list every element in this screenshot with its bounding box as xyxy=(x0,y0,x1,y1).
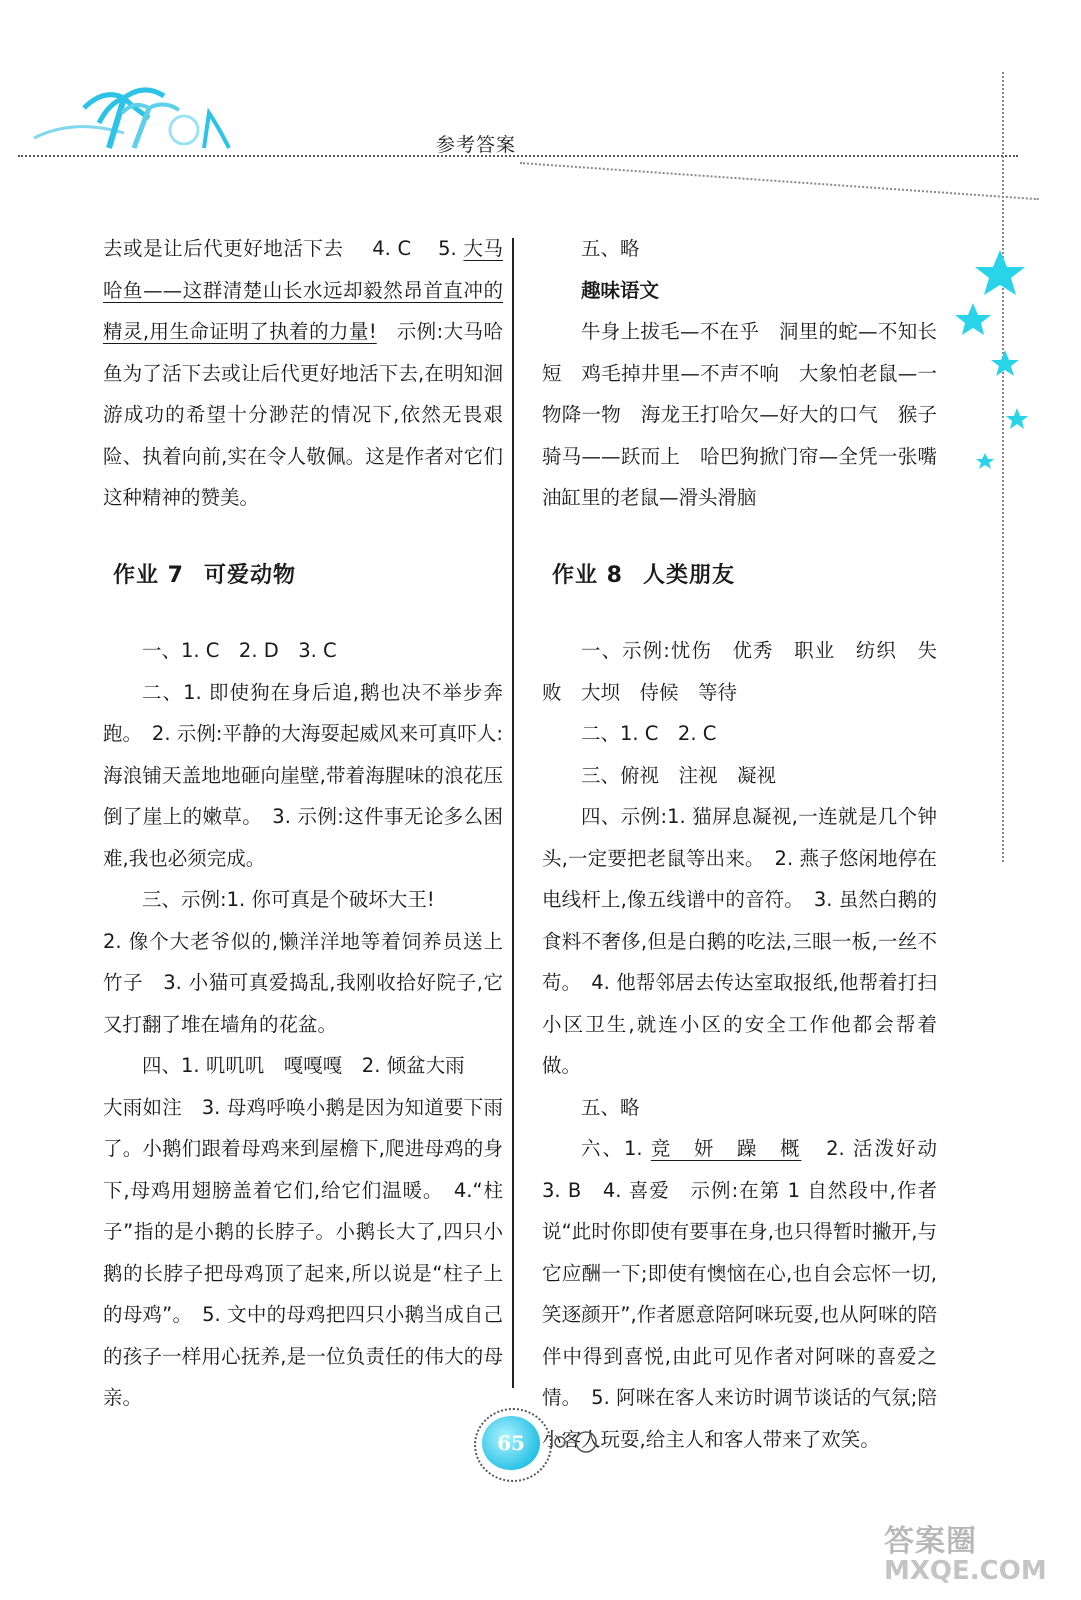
left-q3b: 2. 像个大老爷似的,懒洋洋地等着饲养员送上竹子 3. 小猫可真爱捣乱,我刚收拾好院子,它又打翻了堆在墙角的花盆。 xyxy=(103,929,503,1036)
left-p1e: 示例:大马哈鱼为了活下去或让后代更好地活下去,在明知洄游成功的希望十分渺茫的情况下,依然无畏艰险、执着向前,实在令人敬佩。这是作者对它们这种精神的赞美。 xyxy=(103,320,503,509)
left-q4b: 大雨如注 3. 母鸡呼唤小鹅是因为知道要下雨了。小鹅们跟着母鸡来到屋檐下,爬进母鸡的身下,母鸡用翅膀盖着它们,给它们温暖。 4.“柱子”指的是小鹅的长脖子。小鹅长大了,四只小鹅的长脖子把母鸡顶了起来,所以说是“柱子上的母鸡”。 5. 文中的母鸡把四只小鹅当成自己的孩子一样用心抚养,是一位负责任的伟大的母亲。 xyxy=(103,1095,503,1409)
left-p1c: 5. xyxy=(438,237,457,260)
right-s1: 一、示例:忧伤 优秀 职业 纺织 失败 大坝 侍候 等待 xyxy=(542,639,937,704)
right-r3: 牛身上拔毛—不在乎 洞里的蛇—不知长短 鸡毛掉井里—不声不响 大象怕老鼠—一物降一物 海龙王打哈欠—好大的口气 猴子骑马——跃而上 哈巴狗掀门帘—全凭一张嘴 油缸里的老鼠—滑头滑脑 xyxy=(542,320,957,509)
left-column xyxy=(103,228,503,1419)
right-r2: 趣味语文 xyxy=(581,278,660,302)
section-8-name: 人类朋友 xyxy=(642,562,735,588)
section-7-number: 作业 7 xyxy=(113,562,184,588)
header-divider-diagonal xyxy=(520,162,1039,200)
section-title-8 xyxy=(542,555,937,597)
right-s5: 五、略 xyxy=(581,1095,640,1119)
left-p1d: 大马哈鱼——这群清楚山长水远却毅然昂首直冲的精灵,用生命证明了执着的力量! xyxy=(103,237,504,343)
right-s4: 四、示例:1. 猫屏息凝视,一连就是几个钟头,一定要把老鼠等出来。 2. 燕子悠闲地停在电线杆上,像五线谱中的音符。 3. 虽然白鹅的食料不奢侈,但是白鹅的吃法,三眼一板,一丝不苟。 4. 他帮邻居去传达室取报纸,他帮着打扫小区卫生,就连小区的安全工作他都会帮着做。 xyxy=(542,805,937,1077)
left-q3a: 三、示例:1. 你可真是个破坏大王! xyxy=(142,888,435,911)
right-column xyxy=(542,228,957,1460)
right-s2: 二、1. C 2. C xyxy=(581,722,717,745)
column-divider xyxy=(512,238,514,1388)
header-divider xyxy=(18,155,1018,157)
circles-decoration-icon xyxy=(552,1430,602,1454)
page-number: 65 xyxy=(482,1416,540,1470)
section-7-name: 可爱动物 xyxy=(203,562,296,588)
left-q1: 一、1. C 2. D 3. C xyxy=(142,639,337,662)
watermark-url: MXQE.COM xyxy=(884,1556,1047,1586)
section-title-7 xyxy=(103,555,503,597)
right-s3: 三、俯视 注视 凝视 xyxy=(581,763,777,787)
stars-decoration-icon xyxy=(955,245,1035,485)
left-p1: 去或是让后代更好地活下去 xyxy=(103,237,344,260)
left-q4: 四、1. 叽叽叽 嘎嘎嘎 2. 倾盆大雨 xyxy=(142,1054,465,1077)
right-s6b: 竞 妍 躁 概 xyxy=(650,1137,802,1160)
right-s6c: 2. 活泼好动 3. B 4. 喜爱 示例:在第 1 自然段中,作者说“此时你即使有要事在身,也只得暂时撇开,与它应酬一下;即使有懊恼在心,也自会忘怀一切,笑逐颜开”,作者愿意陪阿咪玩耍,也从阿咪的陪伴中得到喜悦,由此可见作者对阿咪的喜爱之情。 5. 阿咪在客人来访时调节谈话的气氛;陪小客人玩耍,给主人和客人带来了欢笑。 xyxy=(542,1137,957,1451)
right-r1: 五、略 xyxy=(581,237,640,260)
left-p1b: 4. C xyxy=(372,237,412,260)
palm-tree-logo-icon xyxy=(14,78,264,158)
left-q2: 二、1. 即使狗在身后追,鹅也决不举步奔跑。 2. 示例:平静的大海耍起威风来可真吓人:海浪铺天盖地地砸向崖壁,带着海腥味的浪花压倒了崖上的嫩草。 3. 示例:这件事无论多么困难,我也必须完成。 xyxy=(103,680,503,870)
section-8-number: 作业 8 xyxy=(552,562,623,588)
right-s6a: 六、1. xyxy=(581,1137,643,1160)
header-title: 参考答案 xyxy=(436,134,517,156)
watermark-logo: 答案圈 xyxy=(884,1524,977,1559)
